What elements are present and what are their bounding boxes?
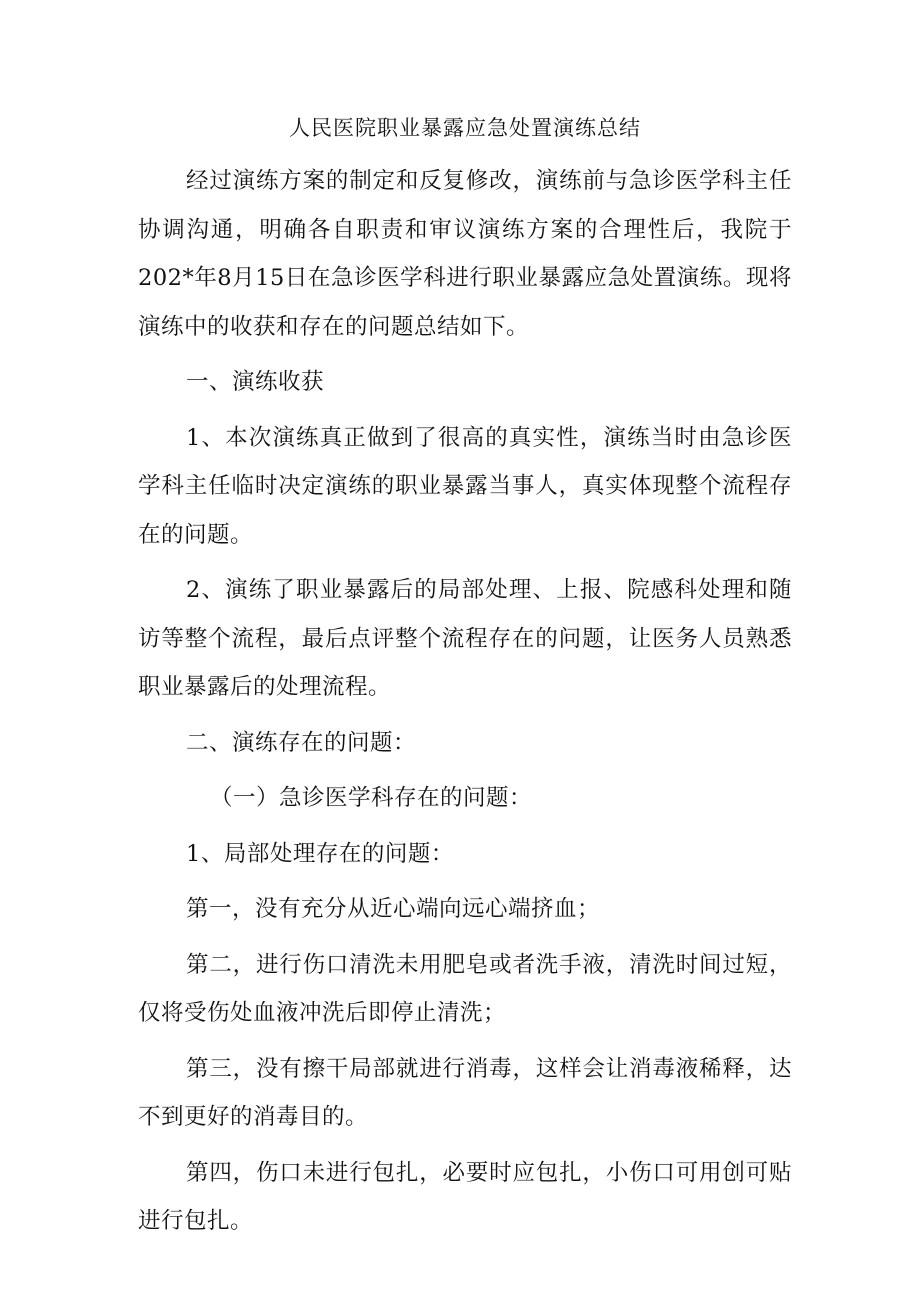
gain-item-2: 2、演练了职业暴露后的局部处理、上报、院感科处理和随访等整个流程，最后点评整个流程存在的问题，让医务人员熟悉职业暴露后的处理流程。 <box>138 577 792 700</box>
document-title: 人民医院职业暴露应急处置演练总结 <box>289 116 641 140</box>
problem-item-2: 第二，进行伤口清洗未用肥皂或者洗手液，清洗时间过短，仅将受伤处血液冲洗后即停止清洗； <box>138 951 792 1026</box>
intro-paragraph: 经过演练方案的制定和反复修改，演练前与急诊医学科主任协调沟通，明确各自职责和审议演练方案的合理性后，我院于202*年8月15日在急诊医学科进行职业暴露应急处置演练。现将演练中的收获和存在的问题总结如下。 <box>138 168 792 340</box>
section-heading-problems: 二、演练存在的问题： <box>186 729 417 756</box>
problem-item-1: 第一，没有充分从近心端向远心端挤血； <box>186 896 601 922</box>
gain-item-1: 1、本次演练真正做到了很高的真实性，演练当时由急诊医学科主任临时决定演练的职业暴露当事人，真实体现整个流程存在的问题。 <box>138 424 792 548</box>
problem-heading-local: 1、局部处理存在的问题： <box>186 840 454 867</box>
problem-item-4: 第四，伤口未进行包扎，必要时应包扎，小伤口可用创可贴进行包扎。 <box>138 1159 792 1234</box>
subsection-heading-emergency: （一）急诊医学科存在的问题： <box>210 785 533 811</box>
problem-item-3: 第三，没有擦干局部就进行消毒，这样会让消毒液稀释，达不到更好的消毒目的。 <box>138 1055 792 1130</box>
document-page <box>138 100 792 1253</box>
section-heading-gains: 一、演练收获 <box>186 369 325 395</box>
